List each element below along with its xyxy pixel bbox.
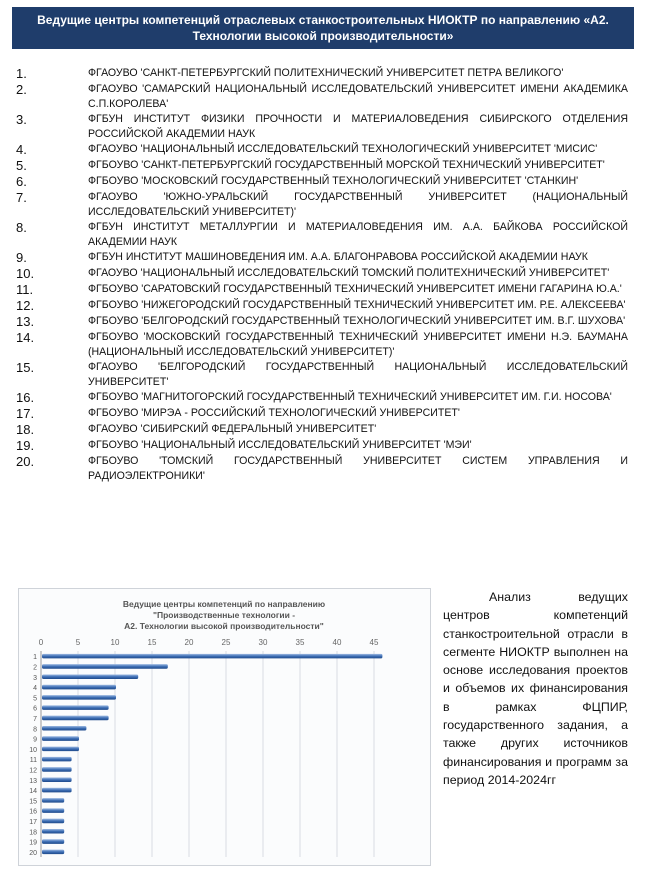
x-tick-label: 30 <box>258 638 268 647</box>
list-item-number: 11. <box>16 282 34 297</box>
bar <box>42 767 72 772</box>
list-item-name: ФГБОУВО 'САРАТОВСКИЙ ГОСУДАРСТВЕННЫЙ ТЕХНИЧЕСКИЙ УНИВЕРСИТЕТ ИМЕНИ ГАГАРИНА Ю.А.' <box>88 283 622 295</box>
y-tick-label: 20 <box>29 849 37 857</box>
list-item <box>16 422 628 438</box>
bar <box>42 726 86 731</box>
list-item <box>16 390 628 406</box>
bar <box>42 736 79 741</box>
list-item-number: 16. <box>16 390 35 405</box>
list-item <box>16 142 628 158</box>
x-tick-label: 5 <box>75 638 81 647</box>
list-item-name: ФГБОУВО 'НАЦИОНАЛЬНЫЙ ИССЛЕДОВАТЕЛЬСКИЙ УНИВЕРСИТЕТ 'МЭИ' <box>88 439 472 451</box>
list-item-name: ФГБУН ИНСТИТУТ МАШИНОВЕДЕНИЯ ИМ. А.А. БЛАГОНРАВОВА РОССИЙСКОЙ АКАДЕМИИ НАУК <box>88 251 588 263</box>
x-tick-label: 0 <box>38 638 44 647</box>
list-item <box>16 66 628 82</box>
list-item-number: 3. <box>16 112 27 127</box>
list-item-name: ФГАОУВО 'БЕЛГОРОДСКИЙ ГОСУДАРСТВЕННЫЙ НАЦИОНАЛЬНЫЙ ИССЛЕДОВАТЕЛЬСКИЙ УНИВЕРСИТЕТ' <box>88 361 628 388</box>
list-item-number: 14. <box>16 330 35 345</box>
chart-title <box>123 599 325 631</box>
bar <box>42 788 72 793</box>
x-tick-label: 10 <box>110 638 120 647</box>
y-tick-label: 15 <box>29 798 37 806</box>
list-item <box>16 282 628 298</box>
bar <box>42 664 168 669</box>
list-item-number: 4. <box>16 142 27 157</box>
list-item-number: 2. <box>16 82 27 97</box>
chart-canvas <box>19 589 430 865</box>
list-item-name: ФГБОУВО 'ТОМСКИЙ ГОСУДАРСТВЕННЫЙ УНИВЕРСИТЕТ СИСТЕМ УПРАВЛЕНИЯ И РАДИОЭЛЕКТРОНИКИ' <box>88 455 628 482</box>
y-tick-label: 8 <box>33 726 37 734</box>
list-item <box>16 190 628 220</box>
y-tick-label: 7 <box>33 715 37 723</box>
bar <box>42 839 64 844</box>
list-item-name: ФГАОУВО 'САНКТ-ПЕТЕРБУРГСКИЙ ПОЛИТЕХНИЧЕСКИЙ УНИВЕРСИТЕТ ПЕТРА ВЕЛИКОГО' <box>88 67 564 79</box>
chart-title-line: "Производственные технологии - <box>152 610 296 620</box>
list-item-number: 5. <box>16 158 27 173</box>
bar <box>42 808 64 813</box>
x-tick-label: 35 <box>295 638 305 647</box>
list-item-number: 7. <box>16 190 27 205</box>
list-item-number: 15. <box>16 360 35 375</box>
list-item-name: ФГАОУВО 'СИБИРСКИЙ ФЕДЕРАЛЬНЫЙ УНИВЕРСИТЕТ' <box>88 423 377 435</box>
list-item-number: 6. <box>16 174 27 189</box>
list-item <box>16 174 628 190</box>
list-item <box>16 406 628 422</box>
list-item <box>16 314 628 330</box>
bar <box>42 829 64 834</box>
bar-chart <box>18 588 431 866</box>
list-item-name: ФГБОУВО 'БЕЛГОРОДСКИЙ ГОСУДАРСТВЕННЫЙ ТЕХНОЛОГИЧЕСКИЙ УНИВЕРСИТЕТ ИМ. В.Г. ШУХОВА' <box>88 315 626 327</box>
list-item-number: 12. <box>16 298 35 313</box>
list-item-number: 8. <box>16 220 27 235</box>
x-tick-label: 20 <box>184 638 194 647</box>
list-item-name: ФГБУН ИНСТИТУТ ФИЗИКИ ПРОЧНОСТИ И МАТЕРИАЛОВЕДЕНИЯ СИБИРСКОГО ОТДЕЛЕНИЯ РОССИЙСКОЙ АКАДЕМИИ НАУК <box>88 113 628 140</box>
list-item-name: ФГБОУВО 'МАГНИТОГОРСКИЙ ГОСУДАРСТВЕННЫЙ ТЕХНИЧЕСКИЙ УНИВЕРСИТЕТ ИМ. Г.И. НОСОВА' <box>88 391 612 403</box>
y-tick-label: 1 <box>33 654 37 662</box>
list-item-name: ФГАОУВО 'САМАРСКИЙ НАЦИОНАЛЬНЫЙ ИССЛЕДОВАТЕЛЬСКИЙ УНИВЕРСИТЕТ ИМЕНИ АКАДЕМИКА С.П.КОРОЛЕВА' <box>88 83 628 110</box>
x-tick-label: 40 <box>332 638 342 647</box>
y-tick-label: 6 <box>33 705 37 713</box>
x-tick-label: 45 <box>369 638 379 647</box>
list-item <box>16 266 628 282</box>
list-item-name: ФГАОУВО 'НАЦИОНАЛЬНЫЙ ИССЛЕДОВАТЕЛЬСКИЙ ТЕХНОЛОГИЧЕСКИЙ УНИВЕРСИТЕТ 'МИСИС' <box>88 143 598 155</box>
y-tick-label: 3 <box>33 674 37 682</box>
y-tick-label: 5 <box>33 695 37 703</box>
list-item-number: 1. <box>16 66 27 81</box>
chart-title-line: А2. Технологии высокой производительности" <box>124 621 324 631</box>
competence-centers-list <box>16 66 628 484</box>
list-item <box>16 360 628 390</box>
summary-paragraph: Анализ ведущих центров компетенций станкостроительной отрасли в сегменте НИОКТР выполнен на основе исследования проектов и объемов их финансирования в рамках ФЦПИР, государственного задания, а также других источников финансирования и программ за период 2014-2024гг <box>443 590 628 787</box>
y-tick-label: 13 <box>29 777 37 785</box>
banner-title: Ведущие центры компетенций отраслевых станкостроительных НИОКТР по направлению «А2. Технологии высокой производительности» <box>37 13 609 43</box>
bar <box>42 705 109 710</box>
bar <box>42 716 109 721</box>
list-item-number: 18. <box>16 422 35 437</box>
list-item-name: ФГБОУВО 'НИЖЕГОРОДСКИЙ ГОСУДАРСТВЕННЫЙ ТЕХНИЧЕСКИЙ УНИВЕРСИТЕТ ИМ. Р.Е. АЛЕКСЕЕВА' <box>88 299 626 311</box>
list-item-number: 10. <box>16 266 35 281</box>
y-tick-label: 14 <box>29 788 37 796</box>
list-item-number: 19. <box>16 438 35 453</box>
y-tick-label: 12 <box>29 767 37 775</box>
y-tick-label: 2 <box>33 664 37 672</box>
page-banner <box>12 7 634 49</box>
y-tick-label: 11 <box>29 757 37 765</box>
bar <box>42 685 116 690</box>
y-tick-label: 19 <box>29 839 37 847</box>
y-tick-label: 18 <box>29 829 37 837</box>
list-item <box>16 220 628 250</box>
list-item-number: 20. <box>16 454 35 469</box>
list-item <box>16 158 628 174</box>
list-item <box>16 438 628 454</box>
chart-title-line: Ведущие центры компетенций по направлению <box>122 599 326 609</box>
x-tick-label: 15 <box>147 638 157 647</box>
bar <box>42 654 382 659</box>
y-tick-label: 10 <box>29 746 37 754</box>
y-tick-label: 9 <box>33 736 37 744</box>
bar <box>42 777 72 782</box>
list-item <box>16 112 628 142</box>
bar <box>42 695 116 700</box>
list-item-name: ФГАОУВО 'НАЦИОНАЛЬНЫЙ ИССЛЕДОВАТЕЛЬСКИЙ ТОМСКИЙ ПОЛИТЕХНИЧЕСКИЙ УНИВЕРСИТЕТ' <box>88 267 610 279</box>
bar <box>42 850 64 855</box>
list-item <box>16 330 628 360</box>
bar <box>42 674 138 679</box>
x-tick-label: 25 <box>221 638 231 647</box>
list-item <box>16 250 628 266</box>
list-item-number: 17. <box>16 406 35 421</box>
list-item-number: 13. <box>16 314 35 329</box>
list-item <box>16 298 628 314</box>
list-item-number: 9. <box>16 250 27 265</box>
list-item-name: ФГБОУВО 'МОСКОВСКИЙ ГОСУДАРСТВЕННЫЙ ТЕХНОЛОГИЧЕСКИЙ УНИВЕРСИТЕТ 'СТАНКИН' <box>88 175 579 187</box>
y-tick-label: 16 <box>29 808 37 816</box>
bar <box>42 747 79 752</box>
bar <box>42 798 64 803</box>
y-tick-label: 17 <box>29 818 37 826</box>
list-item-name: ФГБОУВО 'САНКТ-ПЕТЕРБУРГСКИЙ ГОСУДАРСТВЕННЫЙ МОРСКОЙ ТЕХНИЧЕСКИЙ УНИВЕРСИТЕТ' <box>88 159 605 171</box>
y-tick-label: 4 <box>33 685 37 693</box>
bar <box>42 819 64 824</box>
list-item <box>16 454 628 484</box>
list-item-name: ФГБУН ИНСТИТУТ МЕТАЛЛУРГИИ И МАТЕРИАЛОВЕДЕНИЯ ИМ. А.А. БАЙКОВА РОССИЙСКОЙ АКАДЕМИИ НАУК <box>88 221 628 248</box>
list-item <box>16 82 628 112</box>
list-item-name: ФГБОУВО 'МИРЭА - РОССИЙСКИЙ ТЕХНОЛОГИЧЕСКИЙ УНИВЕРСИТЕТ' <box>88 407 460 419</box>
list-item-name: ФГАОУВО 'ЮЖНО-УРАЛЬСКИЙ ГОСУДАРСТВЕННЫЙ УНИВЕРСИТЕТ (НАЦИОНАЛЬНЫЙ ИССЛЕДОВАТЕЛЬСКИЙ УНИВЕРСИТЕТ)' <box>88 191 628 218</box>
list-item-name: ФГБОУВО 'МОСКОВСКИЙ ГОСУДАРСТВЕННЫЙ ТЕХНИЧЕСКИЙ УНИВЕРСИТЕТ ИМЕНИ Н.Э. БАУМАНА (НАЦИОНАЛЬНЫЙ ИССЛЕДОВАТЕЛЬСКИЙ УНИВЕРСИТЕТ)' <box>88 331 628 358</box>
bar <box>42 757 72 762</box>
